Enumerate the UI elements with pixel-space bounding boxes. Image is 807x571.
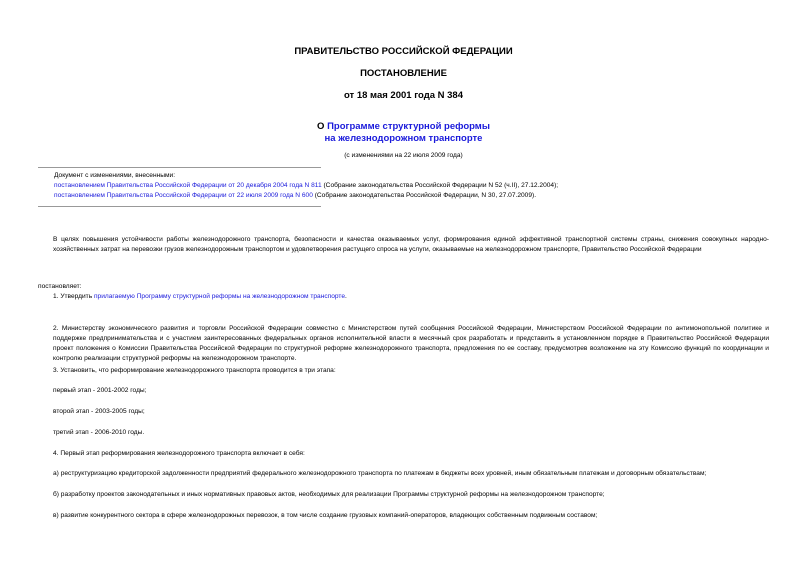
item-4b-line: б) разработку проектов законодательных и иных нормативных правовых актов, необходимых для реализации Программы структурной реформы на железнодорожном транспорте; [53,491,605,498]
program-approval-link[interactable]: прилагаемую Программу структурной реформы на железнодорожном транспорте [93,293,346,300]
item-3-paragraph: 3. Установить, что реформирование железнодорожного транспорта проводится в три этапа: [53,367,336,374]
date-number-heading: от 18 мая 2001 года N 384 [343,90,464,101]
preamble-paragraph: В целях повышения устойчивости работы железнодорожного транспорта, безопасности и качества оказываемых услуг, формирования единой эффективной транспортной системы страны, снижения совокупных народно-хозяйственных затрат на перевозки грузов железнодорожным транспортом и удовлетворения растущего спроса на услуги, оказываемые на железнодорожном транспорте, Правительство Российской Федерации [53,236,769,253]
revision-note: (с изменениями на 22 июля 2009 года) [344,152,463,159]
item-4c-line: в) развитие конкурентного сектора в сфере железнодорожных перевозок, в том числе создание грузовых компаний-операторов, владеющих собственным подвижным составом; [53,512,598,519]
amendment-item [54,182,558,190]
amendment-source-2004: (Собрание законодательства Российской Федерации N 52 (ч.II), 27.12.2004); [321,182,559,189]
item-1-suffix: . [345,293,347,300]
stage-3-line: третий этап - 2006-2010 годы. [53,429,145,436]
program-title-link[interactable]: Программе структурной реформы [327,121,490,132]
government-heading: ПРАВИТЕЛЬСТВО РОССИЙСКОЙ ФЕДЕРАЦИИ [294,46,513,57]
title-prefix: О [317,121,328,132]
item-1-prefix: 1. Утвердить [53,293,94,300]
amendment-item [54,192,536,200]
amendment-link-2004[interactable]: постановлением Правительства Российской Федерации от 20 декабря 2004 года N 811 [54,182,322,189]
amendments-top-divider [38,167,321,168]
item-1-paragraph [38,292,784,302]
stage-2-line: второй этап - 2003-2005 годы; [53,408,145,415]
program-title-link-line2[interactable]: на железнодорожном транспорте [324,133,483,144]
amendments-bottom-divider [38,206,321,207]
stage-1-line: первый этап - 2001-2002 годы; [53,387,147,394]
document-title-line1 [0,121,807,132]
amendments-intro: Документ с изменениями, внесенными: [54,172,176,179]
resolves-line: постановляет: [38,283,82,290]
item-2-paragraph: 2. Министерству экономического развития и торговли Российской Федерации совместно с Министерством путей сообщения Российской Федерации, Министерством Российской Федерации по антимонопольной политике и поддержке предпринимательства и с участием заинтересованных федеральных органов исполнительной власти в месячный срок разработать и представить в установленном порядке в Правительство Российской Федерации проект положения о Комиссии Правительства Российской Федерации по структурной реформе железнодорожного транспорта, предложения по ее составу, предусмотрев возложение на эту Комиссию функций по координации и контролю реализации структурной реформы на железнодорожном транспорте. [53,325,769,362]
amendment-source-2009: (Собрание законодательства Российской Федерации, N 30, 27.07.2009). [312,192,537,199]
item-4a-line: а) реструктуризацию кредиторской задолженности предприятий федерального железнодорожного транспорта по платежам в бюджеты всех уровней, иным обязательным платежам и договорным обязательствам; [53,470,707,477]
document-title-line2 [0,133,807,144]
document-type-heading: ПОСТАНОВЛЕНИЕ [360,68,447,79]
item-4-paragraph: 4. Первый этап реформирования железнодорожного транспорта включает в себя: [53,450,305,457]
amendment-link-2009[interactable]: постановлением Правительства Российской Федерации от 22 июля 2009 года N 600 [54,192,313,199]
